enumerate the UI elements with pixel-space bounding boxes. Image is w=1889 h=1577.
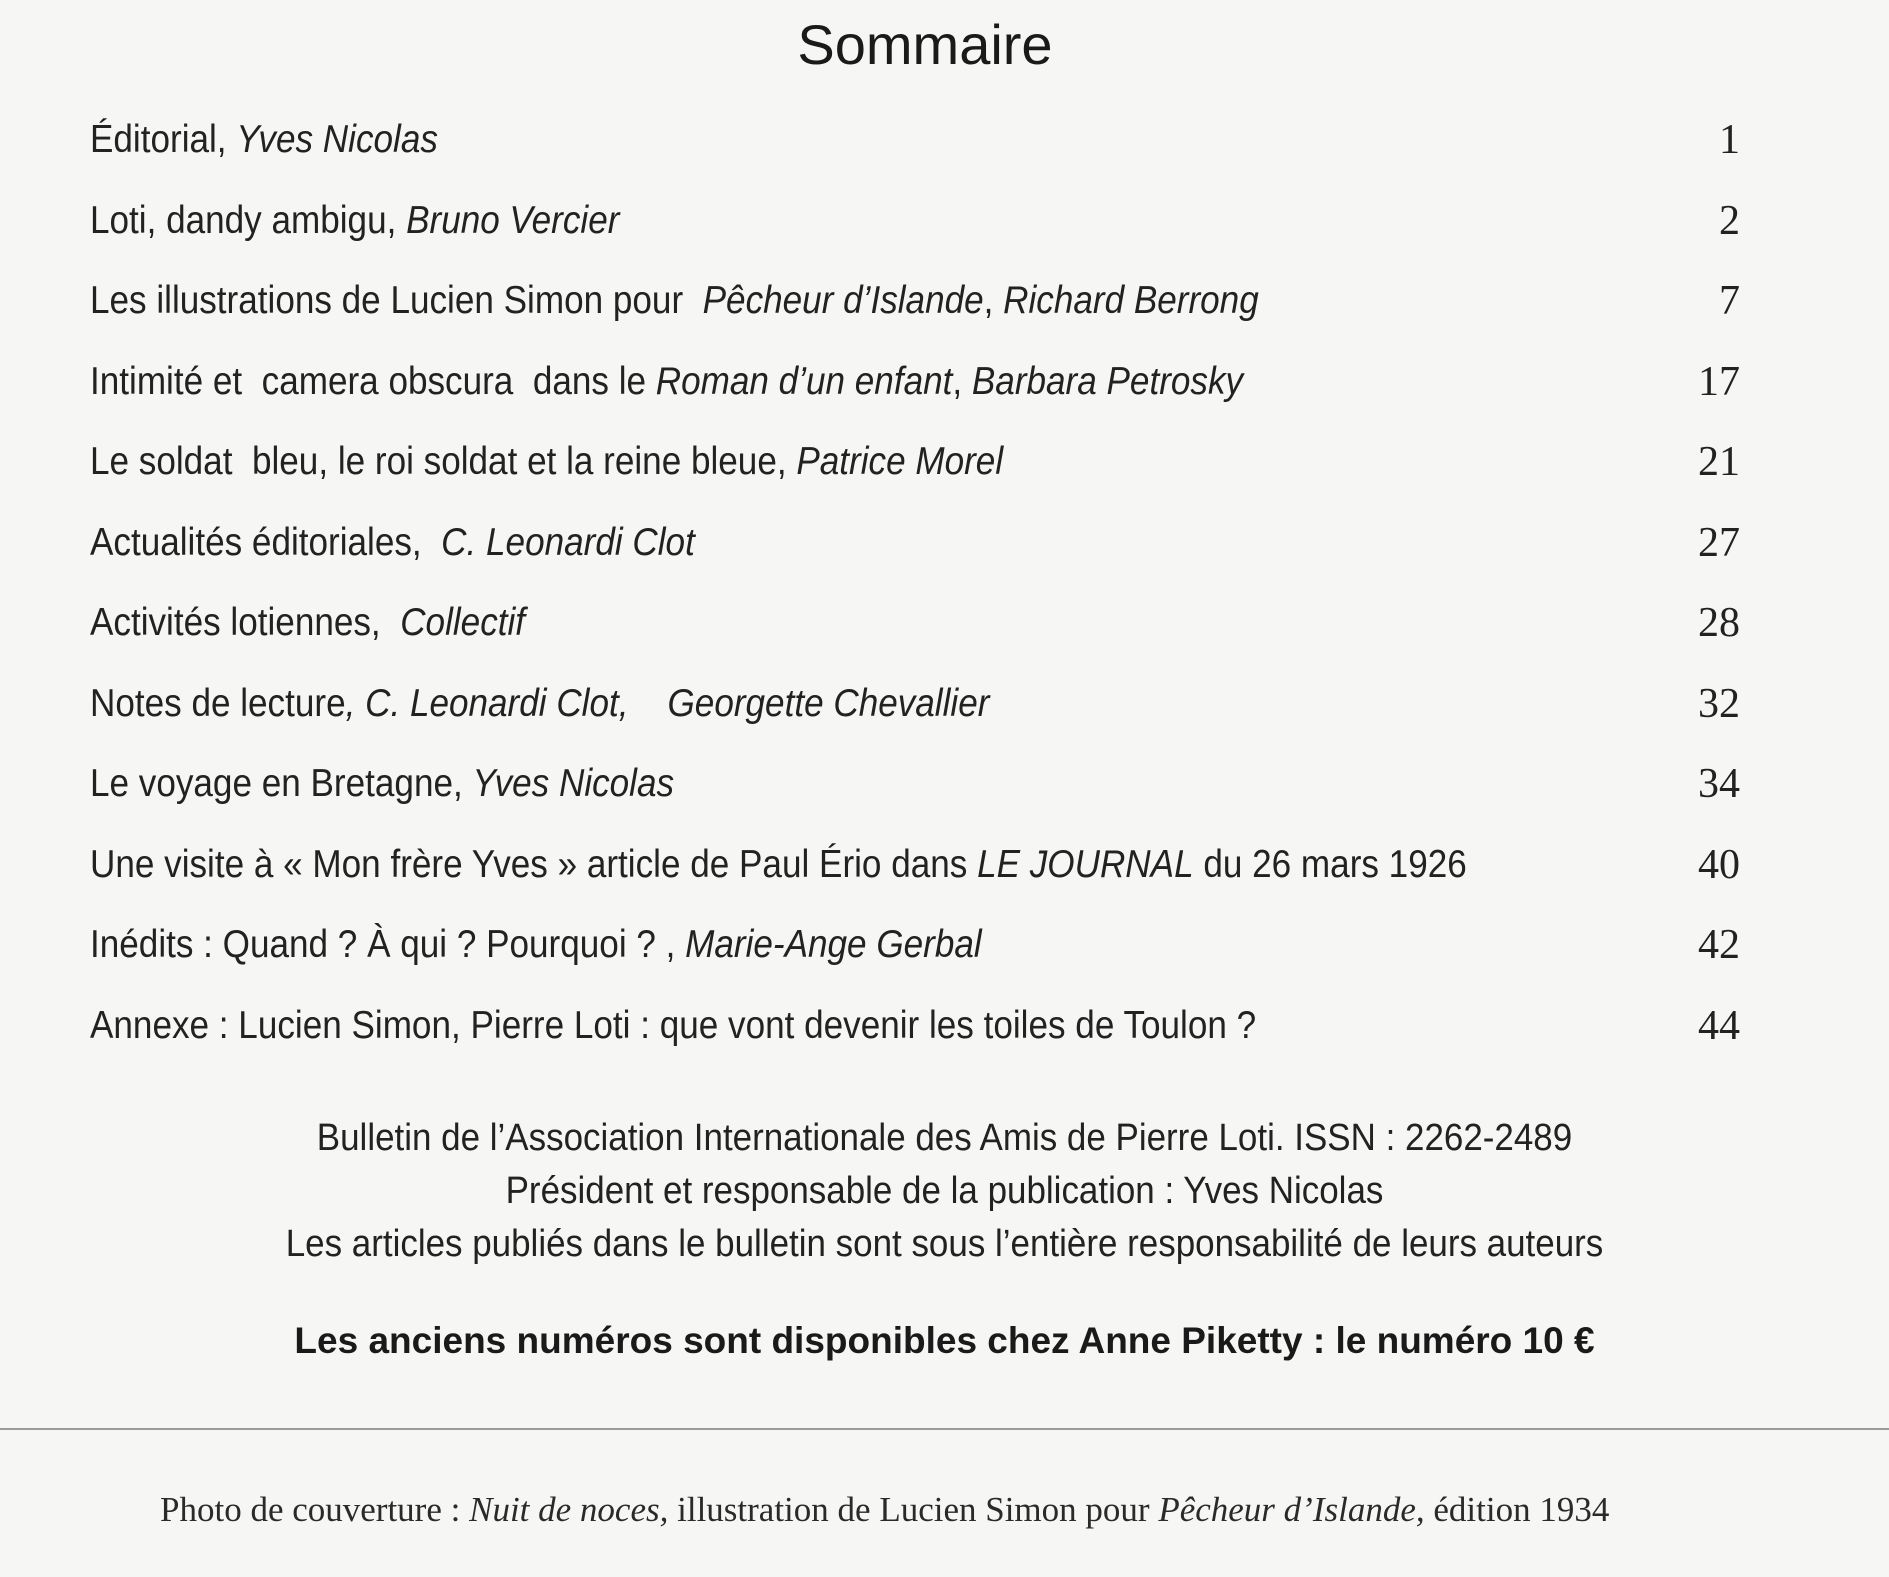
publication-info (0, 1112, 1889, 1271)
toc-entry (90, 513, 1740, 594)
toc-entry (90, 271, 1740, 352)
toc-page-number: 27 (1698, 519, 1740, 566)
toc-entry (90, 352, 1740, 433)
toc-page-number: 42 (1698, 922, 1740, 968)
toc-page-number: 40 (1698, 841, 1740, 888)
toc-entry (90, 191, 1740, 272)
toc-entry-text: Une visite à « Mon frère Yves » article de Paul Ério dans LE JOURNAL du 26 mars 1926 (90, 842, 1467, 886)
toc-entry-author: C. Leonardi Clot (441, 520, 695, 564)
toc-entry (90, 835, 1740, 916)
toc-entry-author: Yves Nicolas (236, 118, 438, 161)
toc-page-number: 7 (1719, 278, 1740, 324)
toc-entry (90, 432, 1740, 513)
toc-entry-work-title: Pêcheur d’Islande (702, 279, 984, 322)
toc-entry (90, 996, 1740, 1077)
toc-entry (90, 915, 1740, 996)
toc-page-number: 21 (1698, 439, 1740, 485)
toc-page-number: 32 (1698, 680, 1740, 727)
back-issues-notice: Les anciens numéros sont disponibles chez Anne Piketty : le numéro 10 € (294, 1320, 1595, 1361)
toc-entry-text: Les illustrations de Lucien Simon pour Pêcheur d’Islande, Richard Berrong (90, 279, 1259, 322)
toc-entry-author: Bruno Vercier (406, 198, 620, 242)
toc-entry (90, 754, 1740, 835)
toc-entry-text: Le soldat bleu, le roi soldat et la reine bleue, Patrice Morel (90, 440, 1004, 483)
toc-entry-author: Yves Nicolas (472, 762, 675, 805)
page-title: Sommaire (797, 13, 1053, 76)
toc-entry-text: Intimité et camera obscura dans le Roman d’un enfant, Barbara Petrosky (90, 359, 1244, 403)
toc-entry-text: Notes de lecture, C. Leonardi Clot, Georgette Chevallier (90, 681, 990, 725)
toc-entry-text: Activités lotiennes, Collectif (90, 601, 526, 644)
toc-page-number: 2 (1719, 197, 1740, 244)
toc-entry-text: Loti, dandy ambigu, Bruno Vercier (90, 198, 620, 242)
toc-entry-author: Patrice Morel (796, 440, 1004, 483)
toc-entry-text: Éditorial, Yves Nicolas (90, 118, 438, 161)
toc-page-number: 1 (1719, 117, 1740, 163)
table-of-contents (90, 110, 1740, 1076)
toc-page-number: 17 (1698, 358, 1740, 405)
toc-entry-author: Collectif (400, 601, 526, 644)
publisher-line: Président et responsable de la publication : Yves Nicolas (505, 1170, 1384, 1212)
toc-entry-text: Annexe : Lucien Simon, Pierre Loti : que vont devenir les toiles de Toulon ? (90, 1003, 1257, 1047)
bulletin-issn-line: Bulletin de l’Association Internationale des Amis de Pierre Loti. ISSN : 2262-2489 (316, 1117, 1573, 1159)
toc-entry (90, 110, 1740, 191)
toc-entry-text: Actualités éditoriales, C. Leonardi Clot (90, 520, 695, 564)
toc-entry-work-title: LE JOURNAL (977, 842, 1194, 886)
divider (0, 1428, 1889, 1430)
toc-entry-text: Inédits : Quand ? À qui ? Pourquoi ? , Marie-Ange Gerbal (90, 923, 982, 966)
toc-entry-work-title: Roman d’un enfant (655, 359, 953, 403)
toc-entry-author: , C. Leonardi Clot, Georgette Chevallier (345, 681, 990, 725)
toc-entry-author: Barbara Petrosky (971, 359, 1244, 403)
toc-page-number: 44 (1698, 1002, 1740, 1049)
toc-entry-author: Richard Berrong (1003, 279, 1259, 322)
responsibility-line: Les articles publiés dans le bulletin sont sous l’entière responsabilité de leurs auteurs (285, 1223, 1604, 1265)
toc-entry-author: Marie-Ange Gerbal (685, 923, 982, 966)
toc-entry (90, 593, 1740, 674)
toc-entry-text: Le voyage en Bretagne, Yves Nicolas (90, 762, 675, 805)
toc-page-number: 28 (1698, 600, 1740, 646)
toc-entry (90, 674, 1740, 755)
toc-page-number: 34 (1698, 761, 1740, 807)
cover-photo-caption: Photo de couverture : Nuit de noces, illustration de Lucien Simon pour Pêcheur d’Islande, édition 1934 (160, 1490, 1610, 1529)
